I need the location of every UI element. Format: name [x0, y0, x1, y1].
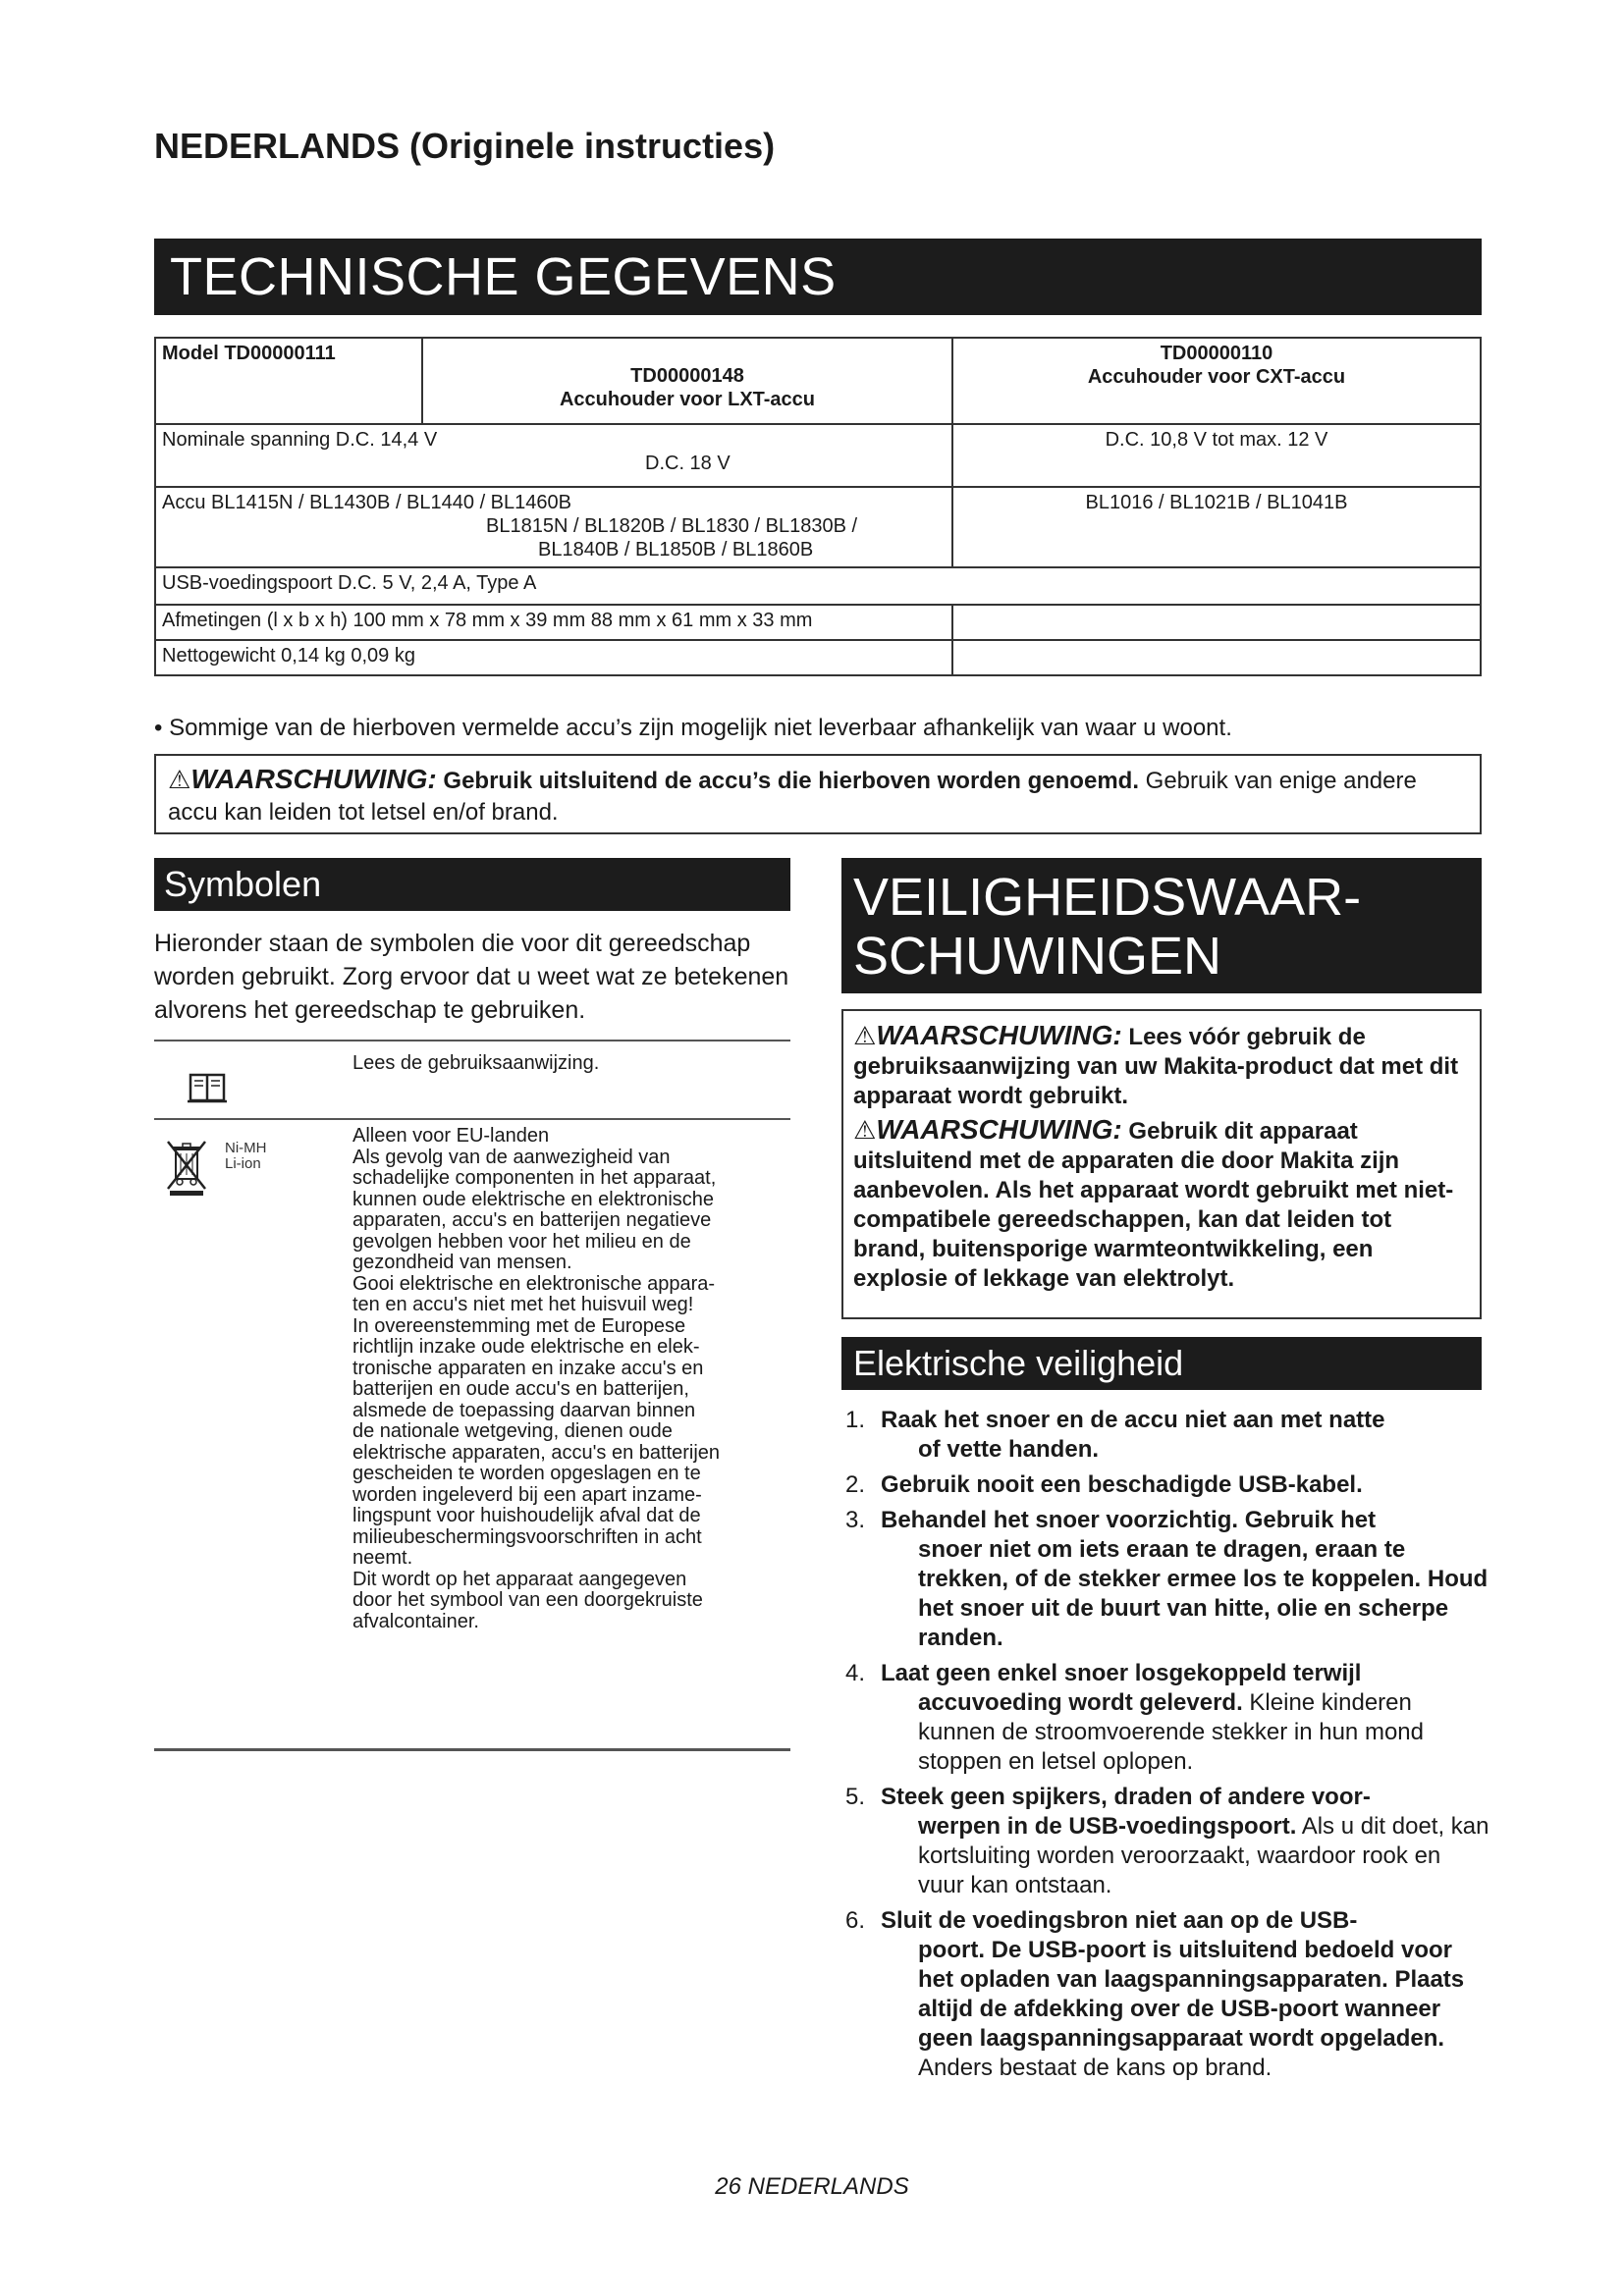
- symbols-banner: Symbolen: [154, 858, 790, 911]
- col2-desc: Accuhouder voor LXT-accu: [559, 389, 816, 410]
- battery-warning-box: [154, 754, 1482, 834]
- weee-line: Als gevolg van de aanwezigheid van: [352, 1146, 671, 1168]
- voltage-col2: D.C. 18 V: [645, 453, 731, 474]
- warning-triangle-icon: ⚠: [853, 1115, 877, 1145]
- spec-voltage-row: [155, 424, 1481, 487]
- warning-rest-text: Gebruik van enige andere accu kan leiden tot letsel en/of brand.: [168, 768, 1417, 826]
- dim-label: Afmetingen (l x b x h) 100 mm x 78 mm x 39 mm 88 mm x 61 mm x 33 mm: [155, 605, 952, 640]
- electrical-safety-banner: Elektrische veiligheid: [841, 1337, 1482, 1390]
- symbol-row-manual: [154, 1041, 790, 1120]
- liion-label: Li-ion: [225, 1155, 261, 1172]
- accu-col3: BL1016 / BL1021B / BL1041B: [952, 487, 1481, 567]
- weee-line: gezondheid van mensen.: [352, 1252, 572, 1273]
- weee-line: afvalcontainer.: [352, 1610, 479, 1632]
- weee-line: Gooi elektrische en elektronische appara-: [352, 1272, 716, 1295]
- weee-line: lingspunt voor huishoudelijk afval dat de: [352, 1505, 701, 1526]
- weee-line: worden ingeleverd bij een apart inzame-: [352, 1483, 702, 1506]
- read-manual-icon: [188, 1071, 227, 1104]
- safety-warnings-banner: [841, 858, 1482, 993]
- crossed-bin-icon: [162, 1138, 213, 1197]
- weee-line: milieubeschermingsvoorschriften in acht: [352, 1525, 702, 1548]
- list-item: 6. Sluit de voedingsbron niet aan op de USB- poort. De USB-poort is uitsluitend bedoeld voor het opladen van laagspanningsapparaten. Plaats altijd de afdekking over de USB-poort wanneer geen laagspanningsapparaat wordt opgeladen. Anders bestaat de kans op brand.: [845, 1907, 1465, 2081]
- safety-title-line2: SCHUWINGEN: [853, 927, 1221, 986]
- list-item: 4. Laat geen enkel snoer losgekoppeld terwijl accuvoeding wordt geleverd. Kleine kinderen kunnen de stroomvoerende stekker in hun mond stoppen en letsel oplopen.: [845, 1660, 1424, 1775]
- warning-triangle-icon: ⚠: [168, 765, 191, 794]
- weee-line: In overeenstemming met de Europese: [352, 1314, 686, 1337]
- electrical-safety-list: [841, 1406, 1489, 2089]
- warning-bold-text: Gebruik uitsluitend de accu’s die hierboven worden genoemd.: [443, 768, 1139, 794]
- weee-line: alsmede de toepassing daarvan binnen: [352, 1399, 696, 1421]
- weee-line: de nationale wetgeving, dienen oude: [352, 1420, 673, 1442]
- symbol-row-weee: [154, 1120, 790, 1751]
- weee-line: elektrische apparaten, accu's en batterijen: [352, 1441, 721, 1464]
- nimh-label: Ni-MH: [225, 1140, 267, 1156]
- col3-model: TD00000110: [1160, 343, 1273, 364]
- col2-model: TD00000148: [630, 365, 744, 387]
- list-item: 1. Raak het snoer en de accu niet aan met natte of vette handen.: [845, 1407, 1385, 1463]
- symbol-manual-text: Lees de gebruiksaanwijzing.: [352, 1052, 600, 1074]
- accu-label: Accu BL1415N / BL1430B / BL1440 / BL1460B: [162, 492, 571, 513]
- warning-word: WAARSCHUWING:: [190, 764, 437, 794]
- page-language-title: NEDERLANDS (Originele instructies): [154, 126, 776, 166]
- voltage-col3: D.C. 10,8 V tot max. 12 V: [952, 424, 1481, 487]
- model-label: Model TD00000111: [162, 343, 336, 364]
- weee-line: schadelijke componenten in het apparaat,: [352, 1167, 717, 1189]
- spec-dim-row: [155, 605, 1481, 640]
- accu-col2-line1: BL1815N / BL1820B / BL1830 / BL1830B /: [486, 515, 858, 537]
- list-item: 5. Steek geen spijkers, draden of andere voor- werpen in de USB-voedingspoort. Als u dit doet, kan kortsluiting worden veroorzaakt, waardoor rook en vuur kan ontstaan.: [845, 1784, 1489, 1898]
- safety-warning-box: [841, 1009, 1482, 1319]
- weee-line: batterijen en oude accu's en batterijen,: [352, 1378, 689, 1400]
- list-item: 3. Behandel het snoer voorzichtig. Gebruik het snoer niet om iets eraan te dragen, eraan te trekken, of de stekker ermee los te koppelen. Houd het snoer uit de buurt van hitte, olie en scherpe randen.: [845, 1507, 1489, 1651]
- availability-note: • Sommige van de hierboven vermelde accu’s zijn mogelijk niet leverbaar afhankelijk van waar u woont.: [154, 715, 1232, 741]
- safety-warning-1: ⚠WAARSCHUWING: Lees vóór gebruik de gebruiksaanwijzing van uw Makita-product dat met dit apparaat wordt gebruikt.: [853, 1020, 1459, 1109]
- weee-line: apparaten, accu's en batterijen negatieve: [352, 1209, 712, 1231]
- weee-line: Dit wordt op het apparaat aangegeven: [352, 1568, 687, 1590]
- spec-table: [154, 337, 1482, 676]
- weee-line: Alleen voor EU-landen: [352, 1125, 550, 1147]
- accu-col2-line2: BL1840B / BL1850B / BL1860B: [538, 539, 814, 561]
- spec-weight-row: [155, 640, 1481, 675]
- spec-header-row: [155, 338, 1481, 424]
- symbols-table: [154, 1040, 790, 1751]
- spec-usb-row: [155, 567, 1481, 605]
- page-footer: 26 NEDERLANDS: [715, 2173, 909, 2200]
- usb-label: USB-voedingspoort D.C. 5 V, 2,4 A, Type A: [155, 567, 1481, 605]
- warning-triangle-icon: ⚠: [853, 1021, 877, 1050]
- weee-line: gescheiden te worden opgeslagen en te: [352, 1463, 701, 1484]
- weee-line: neemt.: [352, 1547, 413, 1569]
- weight-label: Nettogewicht 0,14 kg 0,09 kg: [155, 640, 952, 675]
- weee-line: gevolgen hebben voor het milieu en de: [352, 1230, 691, 1253]
- safety-title-line1: VEILIGHEIDSWAAR-: [853, 868, 1362, 927]
- weee-line: ten en accu's niet met het huisvuil weg!: [352, 1294, 694, 1315]
- weee-line: kunnen oude elektrische en elektronische: [352, 1188, 715, 1210]
- weee-line: tronische apparaten en inzake accu's en: [352, 1357, 704, 1379]
- tech-specs-banner: TECHNISCHE GEGEVENS: [154, 239, 1482, 315]
- voltage-label: Nominale spanning D.C. 14,4 V: [162, 429, 438, 451]
- spec-accu-row: [155, 487, 1481, 567]
- col3-desc: Accuhouder voor CXT-accu: [1087, 366, 1346, 388]
- safety-warning-2: ⚠WAARSCHUWING: Gebruik dit apparaat uitsluitend met de apparaten die door Makita zijn aanbevolen. Als het apparaat wordt gebruikt met niet-compatibele gereedschappen, kan dat leiden tot brand, buitensporige warmteontwikkeling, een explosie of lekkage van elektrolyt.: [853, 1114, 1454, 1292]
- weee-line: richtlijn inzake oude elektrische en elek-: [352, 1336, 700, 1358]
- symbols-intro: Hieronder staan de symbolen die voor dit gereedschap worden gebruikt. Zorg ervoor dat u weet wat ze betekenen alvorens het gereedschap te gebruiken.: [154, 930, 789, 1024]
- weee-line: door het symbool van een doorgekruiste: [352, 1589, 703, 1611]
- list-item: 2. Gebruik nooit een beschadigde USB-kabel.: [845, 1471, 1363, 1498]
